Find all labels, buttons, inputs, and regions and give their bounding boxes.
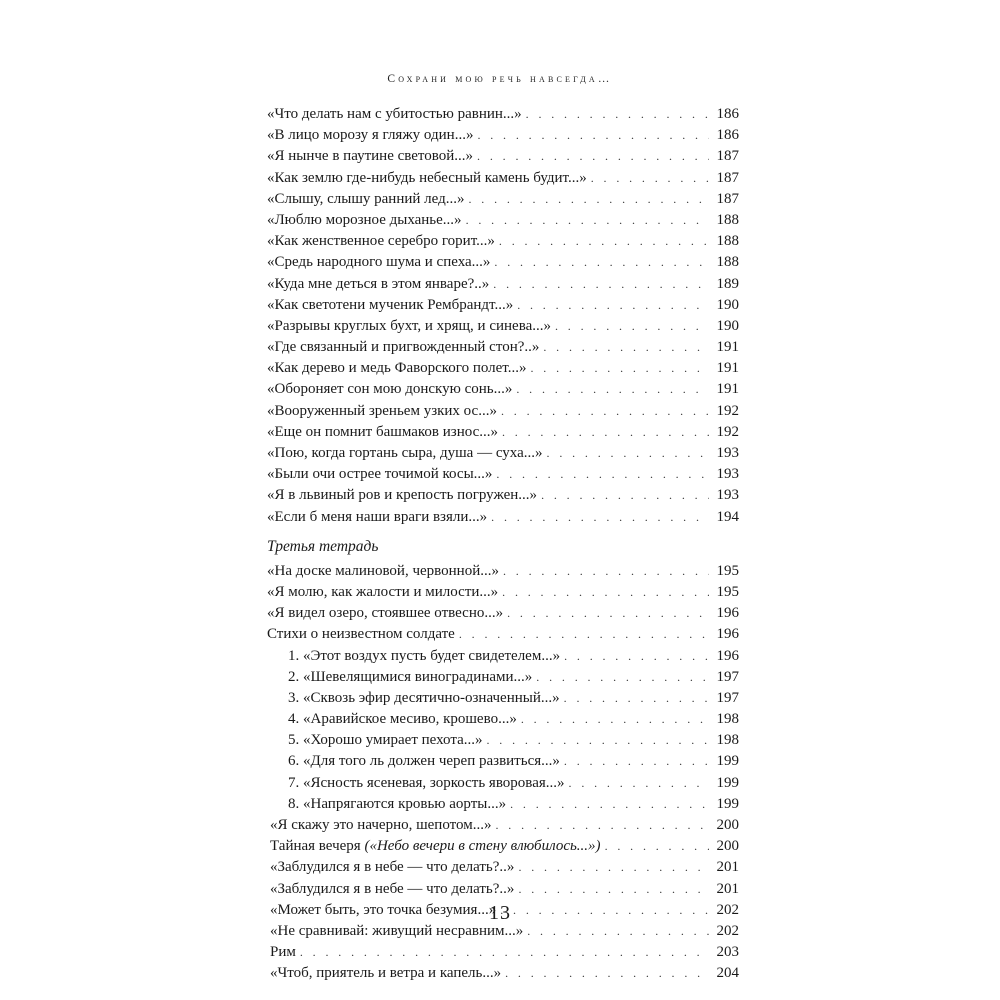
toc-title: «Обороняет сон мою донскую сонь...»	[267, 381, 513, 398]
toc-subrow	[267, 751, 739, 772]
toc-page: 188	[716, 233, 739, 250]
leader-dots	[502, 582, 709, 603]
toc-page: 201	[716, 880, 739, 897]
leader-dots	[502, 422, 709, 443]
toc-title: «Я в львиный ров и крепость погружен...»	[267, 487, 538, 504]
toc-row	[267, 401, 739, 422]
toc-title: «Средь народного шума и спеха...»	[267, 254, 491, 271]
toc-page: 200	[716, 838, 739, 855]
leader-dots	[507, 603, 709, 624]
toc-title: «Я видел озеро, стоявшее отвесно...»	[267, 605, 504, 622]
toc-title: «Чтоб, приятель и ветра и капель...»	[270, 965, 502, 982]
toc-subrow	[267, 773, 739, 794]
toc-row	[267, 337, 739, 358]
toc-title: Стихи о неизвестном солдате	[267, 626, 455, 643]
toc-row	[267, 125, 739, 146]
leader-dots	[543, 337, 709, 358]
toc-page: 194	[716, 508, 739, 525]
toc-title-with-subtitle	[270, 836, 601, 857]
toc-page: 198	[716, 732, 739, 749]
leader-dots	[591, 168, 709, 189]
toc-page: 189	[716, 275, 739, 292]
leader-dots	[564, 751, 709, 772]
toc-page: 203	[716, 944, 739, 961]
toc-row	[267, 815, 739, 836]
toc-page: 193	[716, 466, 739, 483]
leader-dots	[468, 189, 709, 210]
page-number: 13	[489, 902, 511, 924]
toc-page: 193	[716, 487, 739, 504]
leader-dots	[564, 646, 709, 667]
toc-title: 6. «Для того ль должен череп развиться...»	[288, 753, 560, 770]
toc-page: 187	[716, 148, 739, 165]
toc-row	[267, 231, 739, 252]
toc-page: 196	[716, 647, 739, 664]
toc-row	[267, 252, 739, 273]
toc-title: «Как землю где-нибудь небесный камень будит...»	[267, 169, 587, 186]
leader-dots	[459, 624, 709, 645]
toc-title: «Как светотени мученик Рембрандт...»	[267, 296, 514, 313]
leader-dots	[530, 358, 709, 379]
leader-dots	[521, 709, 709, 730]
leader-dots	[555, 316, 709, 337]
toc-page: 191	[716, 360, 739, 377]
leader-dots	[495, 815, 709, 836]
leader-dots	[477, 146, 709, 167]
leader-dots	[503, 561, 709, 582]
toc-title: «Я нынче в паутине световой...»	[267, 148, 474, 165]
toc-page: 186	[716, 127, 739, 144]
toc-title: 2. «Шевелящимися виноградинами...»	[288, 668, 533, 685]
toc-page: 199	[716, 753, 739, 770]
toc-title: 3. «Сквозь эфир десятично-означенный...»	[288, 689, 560, 706]
toc-title: 4. «Аравийское месиво, крошево...»	[288, 711, 517, 728]
toc-page: 204	[716, 965, 739, 982]
toc-title: Рим	[270, 944, 296, 961]
leader-dots	[516, 379, 709, 400]
toc-title: «В лицо морозу я гляжу один...»	[267, 127, 474, 144]
leader-dots	[487, 730, 710, 751]
toc-row	[267, 189, 739, 210]
toc-row	[267, 561, 739, 582]
toc-title: «Еще он помнит башмаков износ...»	[267, 423, 498, 440]
toc-page: 193	[716, 445, 739, 461]
toc-title: «Если б меня наши враги взяли...»	[267, 508, 488, 525]
toc-row	[267, 358, 739, 379]
leader-dots	[518, 879, 709, 900]
leader-dots	[605, 836, 709, 857]
toc-page: 201	[716, 859, 739, 876]
toc-row	[267, 422, 739, 443]
toc-page: 191	[716, 381, 739, 398]
toc-title: «Заблудился я в небе — что делать?..»	[270, 859, 515, 876]
toc-title: «Заблудился я в небе — что делать?..»	[270, 880, 515, 897]
toc-row	[267, 295, 739, 316]
toc-row	[267, 836, 739, 857]
toc-row	[267, 274, 739, 295]
toc-page: 186	[716, 106, 739, 122]
leader-dots	[466, 210, 709, 231]
toc-page: 200	[716, 817, 739, 833]
leader-dots	[564, 688, 709, 709]
leader-dots	[494, 252, 709, 273]
toc-title: «Слышу, слышу ранний лед...»	[267, 190, 465, 207]
toc-row	[267, 603, 739, 624]
leader-dots	[517, 295, 709, 316]
leader-dots	[493, 274, 709, 295]
toc-row	[267, 582, 739, 603]
toc-page: 195	[716, 583, 739, 600]
toc-subrow	[267, 646, 739, 667]
toc-page: 190	[716, 317, 739, 334]
toc-row	[267, 464, 739, 485]
toc-title: «Что делать нам с убитостью равнин...»	[267, 106, 522, 122]
toc-title: «Я молю, как жалости и милости...»	[267, 583, 499, 600]
toc-row	[267, 168, 739, 189]
toc-page: 192	[716, 402, 739, 419]
toc-title: «Вооруженный зреньем узких ос...»	[267, 402, 497, 419]
toc-title: 1. «Этот воздух пусть будет свидетелем...»	[288, 647, 561, 664]
toc-page: 202	[716, 922, 739, 939]
toc-row	[267, 879, 739, 900]
table-of-contents	[267, 104, 739, 985]
toc-row	[267, 210, 739, 231]
toc-subrow	[267, 794, 739, 815]
toc-subrow	[267, 730, 739, 751]
toc-page: 191	[716, 339, 739, 356]
toc-page: 196	[716, 626, 739, 643]
toc-subrow	[267, 667, 739, 688]
leader-dots	[499, 231, 709, 252]
leader-dots	[569, 773, 709, 794]
toc-page: 202	[716, 901, 739, 918]
toc-row	[267, 485, 739, 506]
toc-page: 197	[716, 689, 739, 706]
leader-dots	[536, 667, 709, 688]
toc-title: «Куда мне деться в этом январе?..»	[267, 275, 490, 292]
leader-dots	[541, 485, 709, 506]
leader-dots	[547, 443, 709, 464]
toc-title: 7. «Ясность ясеневая, зоркость яворовая...»	[288, 774, 565, 791]
toc-subrow	[267, 688, 739, 709]
toc-row	[267, 104, 739, 125]
leader-dots	[300, 942, 709, 963]
toc-row	[267, 146, 739, 167]
leader-dots	[505, 963, 709, 984]
toc-page: 187	[716, 190, 739, 207]
leader-dots	[501, 401, 709, 422]
toc-page: 199	[716, 795, 739, 812]
leader-dots	[518, 857, 709, 878]
toc-row	[267, 942, 739, 963]
toc-title: 5. «Хорошо умирает пехота...»	[288, 732, 483, 749]
toc-page: 188	[716, 254, 739, 271]
toc-title: «Были очи острее точимой косы...»	[267, 466, 493, 483]
toc-page: 197	[716, 668, 739, 685]
toc-subrow	[267, 709, 739, 730]
toc-row	[267, 507, 739, 528]
toc-page: 195	[716, 562, 739, 579]
toc-title: «Люблю морозное дыханье...»	[267, 211, 462, 228]
toc-title: «Разрывы круглых бухт, и хрящ, и синева...»	[267, 317, 551, 334]
toc-title: 8. «Напрягаются кровью аорты...»	[288, 795, 507, 812]
leader-dots	[496, 464, 709, 485]
toc-title: Тайная вечеря	[270, 838, 365, 855]
toc-title: «Я скажу это начерно, шепотом...»	[270, 817, 492, 833]
toc-row	[267, 963, 739, 984]
toc-title: «Как женственное серебро горит...»	[267, 233, 495, 250]
leader-dots	[526, 104, 709, 125]
toc-row	[267, 379, 739, 400]
toc-page: 199	[716, 774, 739, 791]
running-head: Сохрани мою речь навсегда…	[387, 73, 613, 85]
toc-row	[267, 443, 739, 464]
leader-dots	[491, 507, 709, 528]
toc-row	[267, 857, 739, 878]
toc-page: 188	[716, 211, 739, 228]
toc-title-italic: («Небо вечери в стену влюбилось...»)	[364, 838, 601, 855]
toc-page: 190	[716, 296, 739, 313]
leader-dots	[510, 794, 709, 815]
toc-row	[267, 316, 739, 337]
toc-title: «Пою, когда гортань сыра, душа — суха...»	[267, 445, 543, 461]
leader-dots	[477, 125, 709, 146]
toc-title: «Как дерево и медь Фаворского полет...»	[267, 360, 527, 377]
toc-page: 192	[716, 423, 739, 440]
toc-page: 187	[716, 169, 739, 186]
toc-title: «Где связанный и пригвожденный стон?..»	[267, 339, 540, 356]
toc-title: «Не сравнивай: живущий несравним...»	[270, 922, 524, 939]
toc-page: 198	[716, 711, 739, 728]
toc-page: 196	[716, 605, 739, 622]
toc-title: «На доске малиновой, червонной...»	[267, 562, 499, 579]
toc-title: «Может быть, это точка безумия...»	[270, 901, 497, 918]
toc-row	[267, 624, 739, 645]
section-title: Третья тетрадь	[267, 537, 379, 555]
